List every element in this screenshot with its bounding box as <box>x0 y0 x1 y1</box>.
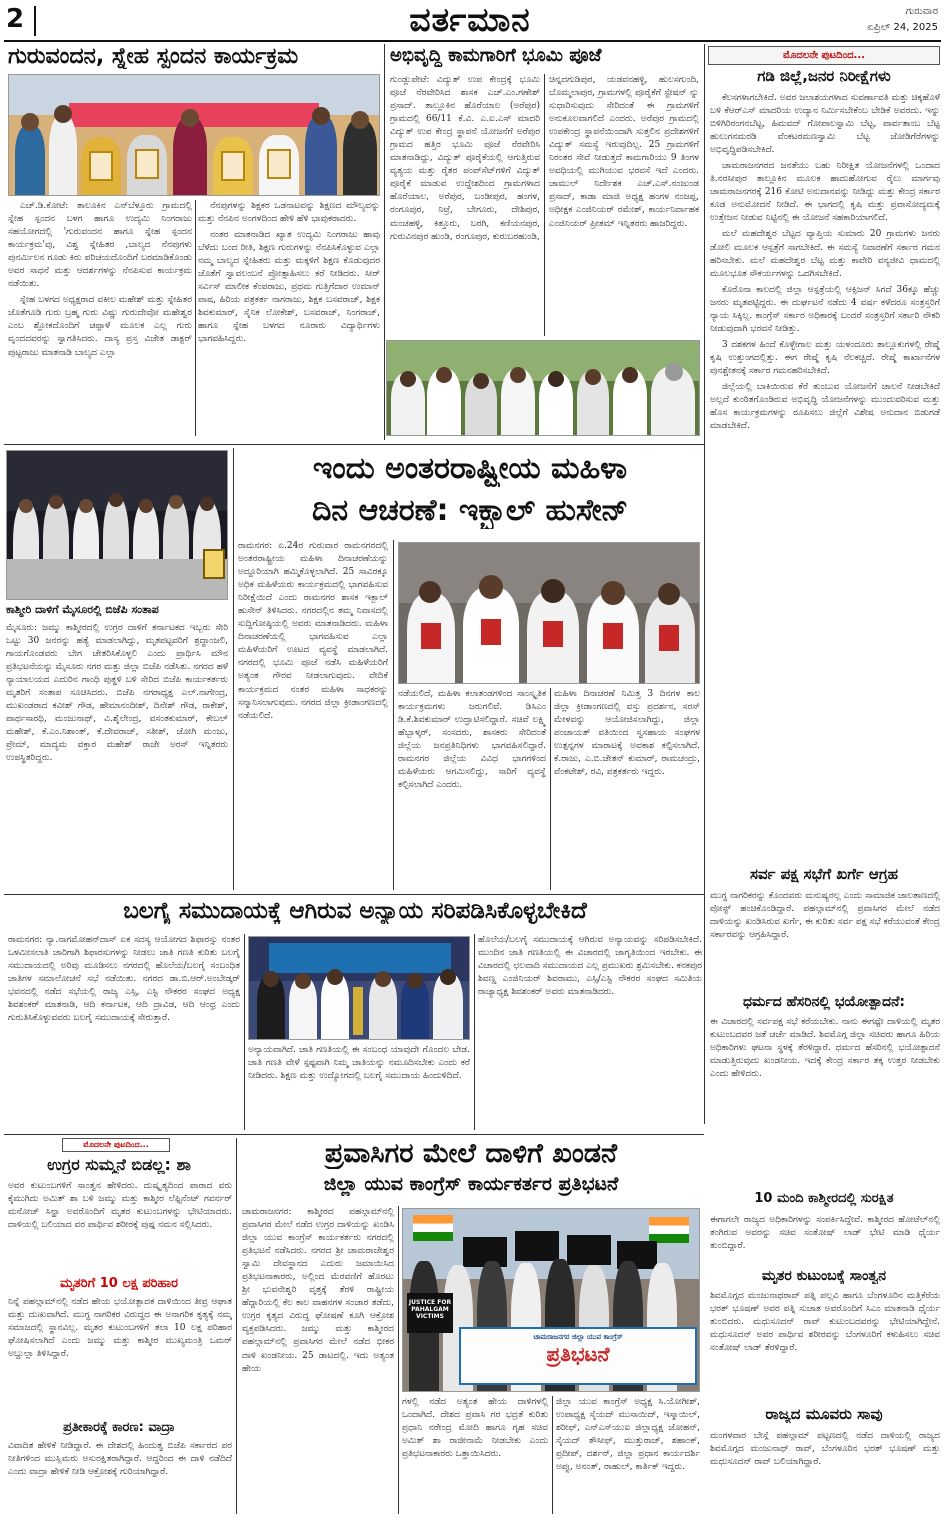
story7-col2: ಗಳಲ್ಲಿ ನಡೆದ ಅತ್ಯಂತ ಹೇಯ ದಾಳಿಗಳಲ್ಲಿ ಒಂದಾಗಿದೆ. ದೇಶದ ಪ್ರವಾಸಿ ಗರ ಭದ್ರತೆ ಕುರಿತು ಪ್ರಧಾನಿ ನರೇಂದ್ರ ಮೋದಿ ಹಾಗೂ ಗೃಹ ಸಚಿವ ಅಮಿತ್ ಶಾ ರಾಜೀನಾಮೆ ನೀಡಬೇಕು ಎಂದು ಪ್ರತಿಭಟನಾಕಾರರು ಒತ್ತಾಯಿಸಿದರು. <box>402 1397 548 1460</box>
booklet-5 <box>659 625 679 651</box>
story6-text2: ನಿನ್ನೆ ಪಹಲ್ಗಾಮ್‌ನಲ್ಲಿ ನಡೆದ ಹೇಯ ಭಯೋತ್ಪಾದಕ ದಾಳಿಯಿಂದ ತೀವ್ರ ಆಘಾತ ಮತ್ತು ದುಃಖವಾಗಿದೆ. ಮುಗ್ಧ ನಾಗರಿಕರ ವಿರುದ್ಧದ ಈ ಅನಾಗರಿಕ ಕೃತ್ಯಕ್ಕೆ ನಮ್ಮ ಸಮಾಜದಲ್ಲಿ ಸ್ಥಾನವಿಲ್ಲ. ಮೃತರ ಕುಟುಂಬಗಳಿಗೆ ತಲಾ 10 ಲಕ್ಷ ಪರಿಹಾರ ಘೋಷಿಸಲಾಗಿದೆ ಎಂದು ಜಮ್ಮು ಮತ್ತು ಕಾಶ್ಮೀರ ಮುಖ್ಯಮಂತ್ರಿ ಒಮರ್ ಅಬ್ದುಲ್ಲಾ ತಿಳಿಸಿದ್ದಾರೆ. <box>8 1297 232 1360</box>
stage-banner <box>269 943 451 973</box>
frame-4 <box>267 149 291 179</box>
story6-sub1: ಮೃತರಿಗೆ 10 ಲಕ್ಷ ಪರಿಹಾರ <box>59 1276 178 1291</box>
booklet-4 <box>603 623 623 649</box>
sidebar-s2-text: ಮುಗ್ಧ ನಾಗರಿಕರನ್ನು ಕೊಂದವರು ಮನುಷ್ಯರಲ್ಲ ಎಂದು ಸಾಮಾಜಿಕ ಜಾಲತಾಣದಲ್ಲಿ ಪೋಸ್ಟ್ ಹಂಚಿಕೊಂಡಿದ್ದಾರೆ. ಪಹಲ್ಗಾಮ್‌ನಲ್ಲಿ ಪ್ರವಾಸಿಗರ ಮೇಲೆ ನಡೆದ ದಾಳಿಯನ್ನು ಖಂಡಿಸಿರುವ ಖರ್ಗೆ, ಈ ಕುರಿತು ಸರ್ವ ಪಕ್ಷ ಸಭೆ ಕರೆಯುವಂತೆ ಕೇಂದ್ರ ಸರ್ಕಾರವನ್ನು ಆಗ್ರಹಿಸಿದ್ದಾರೆ. <box>710 891 940 941</box>
black-placard-2 <box>515 1231 559 1261</box>
story2-headline: ಅಭಿವೃದ್ಧಿ ಕಾಮಗಾರಿಗೆ ಭೂಮಿ ಪೂಜೆ <box>390 46 602 66</box>
masthead-rule <box>4 40 941 42</box>
sidebar-s1-para3: ಮಲೆ ಮಹದೇಶ್ವರ ಬೆಟ್ಟದ ವ್ಯಾಪ್ತಿಯ ಸುಮಾರು 20 ಗ್ರಾಮಗಳು ಜನರು ಡೋಲಿ ಮೂಲಕ ಆಸ್ಪತ್ರೆಗೆ ಸಾಗಬೇಕಿದೆ. ಈ ಸಮಸ್ಯೆ ನಿವಾರಣೆಗೆ ಸರ್ಕಾರ ಗಮನ ಹರಿಸಬೇಕು. ಮಲೆ ಮಹದೇಶ್ವರ ಬೆಟ್ಟ ಮತ್ತು ಕಾವೇರಿ ವನ್ಯಜೀವಿ ಧಾಮದಲ್ಲಿ ಮೂಲಭೂತ ಸೌಕರ್ಯಗಳನ್ನು ಒದಗಿಸಬೇಕಿದೆ. <box>710 229 940 279</box>
portrait-board <box>203 549 225 579</box>
band4-top-rule <box>4 1134 704 1135</box>
story1-col2-para1: ನೆನಪುಗಳನ್ನು ಶಿಕ್ಷಕರ ಒಡನಾಟವನ್ನು ಶಿಕ್ಷಣದ ಮೌಲ್ಯವನ್ನು ಮತ್ತು ನೆನಪಿನ ಅಂಗಳದಿಂದ ಹೇಳಿ ಹೆಳಿ ಭಾವುಕರಾದರು. <box>198 201 380 225</box>
story3-divider <box>233 448 234 890</box>
story1-col2 <box>198 200 380 438</box>
story4-headline-line1: ಇಂದು ಅಂತರರಾಷ್ಟ್ರೀಯ ಮಹಿಳಾ <box>312 452 628 486</box>
sidebar-s1-para5: 3 ದಶಕಗಳ ಹಿಂದೆ ಕೊಳ್ಳೇಗಾಲ ಮತ್ತು ಯಳಂದೂರು ತಾಲ್ಲೂಕುಗಳಲ್ಲಿ ರೇಷ್ಮೆ ಕೃಷಿ ಉತ್ತುಂಗದಲ್ಲಿತ್ತು. ಈಗ ರೇಷ್ಮೆ ಕೃಷಿ ನೆಲಕಚ್ಚಿದೆ. ರೇಷ್ಮೆ ಕಾರ್ಖಾನೆಗಳ ಪುನಶ್ಚೇತನಕ್ಕೆ ಸರ್ಕಾರ ಗಮನಹರಿಸಬೇಕಿದೆ. <box>710 339 940 376</box>
booklet-3 <box>543 621 563 647</box>
story6-divider <box>236 1138 237 1514</box>
story7-photo <box>402 1208 700 1392</box>
frame-2 <box>135 149 159 179</box>
protest-banner-small: ಚಾಮರಾಜನಗರ ಜಿಲ್ಲಾ ಯುವ ಕಾಂಗ್ರೆಸ್ <box>533 1333 623 1341</box>
sidebar-continued-tag: ಮೊದಲನೇ ಪುಟದಿಂದ... <box>708 46 940 65</box>
story7-col3: ಜಿಲ್ಲಾ ಯುವ ಕಾಂಗ್ರೆಸ್ ಅಧ್ಯಕ್ಷ ಸಿ.ಯೋಗೀಶ್, ಉಪಾಧ್ಯಕ್ಷ ಸೈಯದ್ ಮುಸಾಯಿದ್, ಇಸ್ಮಾಯಿಲ್, ಶರೀಫ್, ಎನ್‌ಎಸ್‌ಯುಐ ಜಿಲ್ಲಾಧ್ಯಕ್ಷ ಜೋಹನ್, ಸೈಯದ್ ತೌಸೀಫ್, ಮುತ್ತುರಾಜ್, ಶಹಾಂಕ್, ಪ್ರದೀಪ್, ದರ್ಶನ್, ಜಿಲ್ಲಾ ಪ್ರಧಾನ ಕಾರ್ಯದರ್ಶಿ ಅಪ್ಪು, ಅನಂತ್, ರಾಹುಲ್, ಕಾರ್ತಿಕ್ ಇದ್ದರು. <box>556 1397 700 1473</box>
story5-col-divider-2 <box>474 934 475 1130</box>
story2-col2: ಚಿನ್ನದಗುಡಿಪುರ, ಯಡವನಹಳ್ಳಿ, ಹುಲಸಗುಂದಿ, ಬೊಮ್ಮಲಾಪುರ, ಗ್ರಾಮಗಳಲ್ಲಿ ಪೂರೈಕೆಗೆ ಸ್ಟೇಷನ್ ನ್ನು ಸುಧಾರಿಸುವುದು ಸೇರಿದಂತೆ ಈ ಗ್ರಾಮಗಳಿಗೆ ಅನುಕೂಲವಾಗಲಿದೆ ಎಂದರು. ಅರೆಪುರ ಗ್ರಾಮದಲ್ಲಿ ಉಪಕೇಂದ್ರ ಸ್ಥಾಪನೆಯಿಂದಾಗಿ ಸುತ್ತಲಿನ ಪ್ರದೇಶಗಳಿಗೆ ವಿದ್ಯುತ್ ಸಮಸ್ಯೆ ಇರುವುದಿಲ್ಲ. 25 ಗ್ರಾಮಗಳಿಗೆ ನಿರಂತರ ಸೇವೆ ನೀಡುತ್ತದೆ ಕಾಮಗಾರಿಯು 9 ತಿಂಗಳ ಅವಧಿಯಲ್ಲಿ ಮುಗಿಯುವ ಭರವಸೆ ಇದೆ ಎಂದರು. ಚಾಮುಲ್ ನಿರ್ದೇಶಕ ಎಚ್.ಎಸ್.ನಂಜುಂಡ ಪ್ರಸಾದ್, ಕಾಡಾ ಮಾಜಿ ಅಧ್ಯಕ್ಷ ಹಂಗಳ ನಂಜಪ್ಪ, ಅಧೀಕ್ಷಕ ಎಂಜಿನಿಯರ್ ರಮೇಶ್, ಕಾರ್ಯನಿರ್ವಾಹಕ ಎಂಜಿನಿಯರ್ ಪ್ರೀತಮ್ ಇನ್ನಿತರರು ಹಾಜರಿದ್ದರು. <box>549 75 699 229</box>
lamp <box>353 987 363 1035</box>
flag-left <box>413 1215 453 1241</box>
story5-col3: ಹೊಲೆಯ/ಬಲಗೈ ಸಮುದಾಯಕ್ಕೆ ಆಗಿರುವ ಅನ್ಯಾಯವನ್ನು ಸರಿಪಡಿಸಬೇಕಿದೆ. ಮುಂದಿನ ಜಾತಿ ಗಣತಿಯಲ್ಲಿ ಈ ವಿಚಾರದಲ್ಲಿ ಜಾಗೃತಿಯಿಂದ ಇರಬೇಕು. ಈ ವಿಚಾರದಲ್ಲಿ ಛಲವಾದಿ ಸಮುದಾಯದ ಎಲ್ಲ ಪ್ರಮುಖರು ಶ್ರಮಿಸಬೇಕು. ಕನಕಪುರ ಶಿವಣ್ಣ ಎಂಜಿನಿಯರ್ ಶಿವರಾಮು, ಎಸ್ಸಿ/ಎಸ್ಟಿ ನೌಕರರ ಸಂಘದ ಸಮಿತಿಯ ರಾಜ್ಯಾಧ್ಯಕ್ಷ ಶಿವಶಂಕರ್ ಅವರು ಮಾತನಾಡಿದರು. <box>478 935 702 998</box>
story7-col1: ಚಾಮರಾಜನಗರ: ಕಾಶ್ಮೀರದ ಪಹಲ್ಗಾಮ್‌ನಲ್ಲಿ ಪ್ರವಾಸಿಗರ ಮೇಲೆ ನಡೆದ ಉಗ್ರರ ದಾಳಿಯನ್ನು ಖಂಡಿಸಿ ಜಿಲ್ಲಾ ಯುವ ಕಾಂಗ್ರೆಸ್ ಕಾರ್ಯಕರ್ತರು ನಗರದಲ್ಲಿ ಪ್ರತಿಭಟನೆ ನಡೆಸಿದರು. ನಗರದ ಶ್ರೀ ಚಾಮರಾಜೇಶ್ವರ ಸ್ವಾಮಿ ದೇವಸ್ಥಾನದ ಎದುರು ಜಮಾಯಿಸಿದ ಪ್ರತಿಭಟನಾಕಾರರು, ಅಲ್ಲಿಂದ ಮೆರವಣಿಗೆ ಹೊರಟು ಶ್ರೀ ಭುವನೇಶ್ವರಿ ವೃತ್ತಕ್ಕೆ ತೆರಳಿ ರಾಷ್ಟ್ರೀಯ ಹೆದ್ದಾರಿಯಲ್ಲಿ ಕೆಲ ಕಾಲ ವಾಹನಗಳ ಸಂಚಾರ ತಡೆದು, ಉಗ್ರರ ಕೃತ್ಯದ ವಿರುದ್ಧ ಘೋಷಣೆ ಕೂಗಿ ಆಕ್ರೋಶ ವ್ಯಕ್ತಪಡಿಸಿದರು. ಜಮ್ಮು ಮತ್ತು ಕಾಶ್ಮೀರದ ಪಹಲ್ಗಾಮ್‌ನಲ್ಲಿ ಪ್ರವಾಸಿಗರ ಮೇಲೆ ನಡೆದ ಭೀಕರ ದಾಳಿ ಖಂಡನೀಯ. 25 ಡಾಟದಲ್ಲಿ. ಇದು ಅತ್ಯಂತ ಹೇಯ <box>242 1207 394 1374</box>
story6-sub2: ಪ್ರತೀಕಾರಕ್ಕೆ ಕಾರಣ: ವಾದ್ರಾ <box>63 1420 175 1435</box>
masthead-title: ವರ್ತಮಾನ <box>409 0 531 39</box>
sidebar-s5-headline: ಮೃತರ ಕುಟುಂಬಕ್ಕೆ ಸಾಂತ್ವನ <box>761 1268 887 1284</box>
story3-text: ಮೈಸೂರು: ಜಮ್ಮು ಕಾಶ್ಮೀರದಲ್ಲಿ ಉಗ್ರರ ದಾಳಿಗೆ ಕರ್ನಾಟಕದ ಇಬ್ಬರು ಸೇರಿ ಒಟ್ಟು 30 ಜನರನ್ನು ಹತ್ಯೆ ಮಾಡಲಾಗಿದ್ದು, ಮೃತಪಟ್ಟವರಿಗೆ ಶ್ರದ್ಧಾಂಜಲಿ, ಗಾಯಗೊಂಡವರು ಬೇಗ ಚೇತರಿಸಿಕೊಳ್ಳಲಿ ಎಂದು ಪ್ರಾರ್ಥಿಸಿ ಮೌನ ಪ್ರತಿಭಟನೆಯನ್ನು ಮೈಸೂರು ನಗರ ಮತ್ತು ಜಿಲ್ಲಾ ಬಿಜೆಪಿ ನಡೆಸಿತು. ನಗರದ ಹಳೆ ನ್ಯಾಯಾಲಯದ ಎದುರಿನ ಗಾಂಧಿ ಪುತ್ಥಳಿ ಬಳಿ ಸೇರಿದ ಬಿಜೆಪಿ ಕಾರ್ಯಕರ್ತರು ಮೃತರಿಗೆ ಸಂತಾಪ ಸೂಚಿಸಿದರು. ಬಿಜೆಪಿ ನಗರಾಧ್ಯಕ್ಷ ಎಲ್.ನಾಗೇಂದ್ರ, ಮುಖಂಡರಾದ ಕವೀಶ್ ಗೌಡ, ಹೇಮಾನಂದೀಶ್, ದಿನೇಶ್ ಗೌಡ, ರಾಕೇಶ್, ಪಾರ್ಥಸಾರಥಿ, ಮಂಜುನಾಥ್, ವಿ.ಶೈಲೇಂದ್ರ, ವಸಂತಕುಮಾರ್, ಕೇಬಲ್ ಮಹೇಶ್, ಕೆ.ಎಂ.ನಿಶಾಂತ್, ಕೆ.ದೇವರಾಜ್, ಸತೀಶ್, ಜೋಗಿ ಮಂಜು, ಪ್ರೇಮ್, ಮಾದ್ಯಮ ವಕ್ತಾರ ಮಹೇಶ್ ರಾಜೇ ಅರಸ್ ಇನ್ನಿತರರು ಉಪಸ್ಥಿತರಿದ್ದರು. <box>6 623 228 764</box>
story1-col1 <box>8 200 192 438</box>
story6-text3: ವಿವಾದಿತ ಹೇಳಿಕೆ ನೀಡಿದ್ದಾರೆ. ಈ ದೇಶದಲ್ಲಿ ಹಿಂದುತ್ವ ಬಿಜೆಪಿ ಸರ್ಕಾರದ ಪರ ನೀತಿಗಳಿಂದ ಮುಸ್ಲಿಮರು ಅಸುರಕ್ಷಿತರಾಗಿದ್ದಾರೆ. ಆದ್ದರಿಂದ ಈ ದಾಳಿ ನಡೆದಿದೆ ಎಂದು ವಾದ್ರಾ ಹೇಳಿಕೆ ನೀಡಿ ಆಕ್ರೋಶಕ್ಕೆ ಗುರಿಯಾಗಿದ್ದಾರೆ. <box>8 1441 232 1478</box>
frame-3 <box>221 151 245 181</box>
story5-col2: ಅನ್ಯಾಯವಾಗಿದೆ. ಜಾತಿ ಗಣತಿಯಲ್ಲಿ ಈ ಸಂಬಂಧ ಯಾವುದೇ ಗೊಂದಲ ಬೇಡ. ಜಾತಿ ಗಣತಿ ವೇಳೆ ಸ್ಪಷ್ಟವಾಗಿ ನಿಮ್ಮ ಜಾತಿಯನ್ನು ನಮೂದಿಸಬೇಕು ಎಂದು ಕರೆ ನೀಡಿದರು. ಶಿಕ್ಷಣ ಮತ್ತು ಉದ್ಯೋಗದಲ್ಲಿ ಬಲಗೈ ಸಮುದಾಯ ಹಿಂದುಳಿದಿದೆ. <box>248 1045 470 1082</box>
story4-col1: ರಾಮನಗರ: ಏ.24ರ ಗುರುವಾರ ರಾಮನಗರದಲ್ಲಿ ಅಂತರರಾಷ್ಟ್ರೀಯ ಮಹಿಳಾ ದಿನಾಚರಣೆಯನ್ನು ಅದ್ದೂರಿಯಾಗಿ ಹಮ್ಮಿಕೊಳ್ಳಲಾಗಿದೆ. 25 ಸಾವಿರಕ್ಕೂ ಅಧಿಕ ಮಹಿಳೆಯರು ಕಾರ್ಯಕ್ರಮದಲ್ಲಿ ಭಾಗವಹಿಸುವ ನಿರೀಕ್ಷೆಯಿದೆ ಎಂದು ರಾಮನಗರ ಶಾಸಕ ಇಕ್ಬಾಲ್ ಹುಸೇನ್ ತಿಳಿಸಿದರು. ನಗರದಲ್ಲಿನ ತಮ್ಮ ನಿವಾಸದಲ್ಲಿ ಸುದ್ದಿಗೋಷ್ಠಿಯಲ್ಲಿ ಅವರು ಮಾತನಾಡಿದರು. ಮಹಿಳಾ ದಿನಾಚರಣೆಯಲ್ಲಿ ಭಾಗವಹಿಸುವ ಎಲ್ಲಾ ಮಹಿಳೆಯರಿಗೆ ಊಟದ ವ್ಯವಸ್ಥೆ ಮಾಡಲಾಗಿದೆ. ನಗರದಲ್ಲಿ ಭೂಮಿ ಪೂಜೆ ನಡೆಸಿ ಮಹಿಳೆಯರಿಗೆ ಅತ್ಯಂತ ಗೌರವ ನೀಡಲಾಗುವುದು. ವೇದಿಕೆ ಕಾರ್ಯಕ್ರಮದ ನಂತರ ಮಹಿಳಾ ಸಾಧಕರನ್ನು ಸನ್ಮಾನಿಸಲಾಗುವುದು. ನಗರದ ಜಿಲ್ಲಾ ಕ್ರೀಡಾಂಗಣದಲ್ಲಿ ನಡೆಯಲಿದೆ. <box>238 541 388 721</box>
sidebar-s1-text <box>710 92 940 862</box>
story3-caption: ಕಾಶ್ಮೀರಿ ದಾಳಿಗೆ ಮೈಸೂರಲ್ಲಿ ಬಿಜೆಪಿ ಸಂತಾಪ <box>6 604 159 616</box>
flag-right <box>649 1217 689 1243</box>
story5-photo <box>248 936 470 1040</box>
justice-placard <box>407 1293 453 1333</box>
sidebar-s6-headline: ರಾಜ್ಯದ ಮೂವರು ಸಾವು <box>765 1406 883 1423</box>
story1-col-divider <box>195 200 196 436</box>
story1-photo <box>8 74 380 196</box>
band3-top-rule <box>4 894 704 895</box>
sidebar-s4-text: ಈಗಾಗಲೇ ರಾಜ್ಯದ ಅಧಿಕಾರಿಗಳನ್ನು ಸಂಪರ್ಕಿಸಿದ್ದೇವೆ. ಕಾಶ್ಮೀರದ ಹೋಟೆಲ್‌ನಲ್ಲಿ ತಂಗಿರುವ ಅವರನ್ನು ಸಚಿವ ಸಂತೋಷ್ ಲಾಡ್ ಭೇಟಿ ಮಾಡಿ ಧೈರ್ಯ ತುಂಬಿದ್ದಾರೆ. <box>710 1215 940 1252</box>
story1-col1-para1: ಎಚ್.ಡಿ.ಕೋಟೆ: ತಾಲೂಕಿನ ಎನ್‌ಬೆಳ್ತೂರು ಗ್ರಾಮದಲ್ಲಿ ಸ್ನೇಹ ಸ್ಪಂದನ ಬಳಗ ಹಾಗೂ ಉದ್ಯಮಿ ನಿಂಗರಾಜು ಸಹಯೋಗದಲ್ಲಿ 'ಗುರುವಂದನ ಹಾಗೂ ಸ್ನೇಹ ಸ್ಪಂದನ ಕಾರ್ಯಕ್ರಮ'ವು, ವಿಶ್ವ ಸ್ನೇಹಿತರ ,ಬಾಲ್ಯದ ನೆನಪುಗಳು ಪುನರ್ಮಿಲನ ಗೂಡು ಕಿರು ಪರಿಚಯದೊಂದಿಗೆ ಬರಮಾಡಿಕೊಂಡು ಅವರ ಸಾಧನೆ ಮತ್ತು ಆದರ್ಶಗಳನ್ನು ನೆನಪಿಸುವ ಕಾರ್ಯಕ್ರಮ ನಡೆಯಿತು. <box>8 201 192 290</box>
story2-photo <box>386 340 700 436</box>
booklet-1 <box>421 623 441 649</box>
story5-col-divider <box>244 934 245 1130</box>
front-row <box>7 559 227 599</box>
story6-headline: ಉಗ್ರರ ಸುಮ್ಮನೆ ಬಿಡಲ್ಲ: ಶಾ <box>47 1156 191 1174</box>
sidebar-s1-para6: ಜಿಲ್ಲೆಯಲ್ಲಿ ಬಾಕಿಯಿರುವ ಕೆರೆ ತುಂಬುವ ಯೋಜನೆಗೆ ಚಾಲನೆ ನೀಡಬೇಕಿದೆ ಅಲ್ಲದೆ ಕುಂಠಿತಗೊಂಡಿರುವ ಅಭಿವೃದ್ಧಿ ಯೋಜನೆಗಳನ್ನು ಮುಂದುವರಿಸುವ ಮತ್ತು ಹೊಸ ಕಾರ್ಯಕ್ರಮಗಳನ್ನು ರೂಪಿಸಲು ಜಿಲ್ಲೆಗೆ ವಿಶೇಷ ಅನುದಾನ ಬಿಡುಗಡೆ ಮಾಡಬೇಕಿದೆ. <box>710 381 940 432</box>
sidebar-s4-headline: 10 ಮಂದಿ ಕಾಶ್ಮೀರದಲ್ಲಿ ಸುರಕ್ಷಿತ <box>754 1192 894 1206</box>
story2-col1: ಗುಂಡ್ಲುಪೇಟೆ: ವಿದ್ಯುತ್ ಉಪ ಕೇಂದ್ರಕ್ಕೆ ಭೂಮಿ ಪೂಜೆ ನೆರವೇರಿಸಿದ ಶಾಸಕ ಎಚ್.ಎಂ.ಗಣೇಶ್ ಪ್ರಸಾದ್. ತಾಲ್ಲೂಕಿನ ಹೊರೆಯಾಲ (ಅರೆಪುರ) ಗ್ರಾಮದಲ್ಲಿ 66/11 ಕೆ.ವಿ. ಎ.ಐ.ಎಸ್ ಮಾದರಿ ವಿದ್ಯುತ್ ಉಪ ಕೇಂದ್ರ ಸ್ಥಾಪನೆ ಯೋಜನೆಗೆ ಅರೆಪುರ ಗ್ರಾಮದ ಹತ್ತಿರ ಭೂಮಿ ಪೂಜೆ ನೆರವೇರಿಸಿ ಮಾತನಾಡಿದ್ದು, ವಿದ್ಯುತ್ ಪೂರೈಕೆಯಲ್ಲಿ ಆಗುತ್ತಿರುವ ವ್ಯತ್ಯಯ ಮತ್ತು ರೈತರ ಪಂಪ್‌ಸೆಟ್‌ಗಳಿಗೆ ವಿದ್ಯುತ್ ಪೂರೈಕೆ ಮಾಡುವ ಉದ್ದೇಶದಿಂದ ಗ್ರಾಮಗಳಾದ ಹೊರೆಯಾಲ, ಅರೆಪುರ, ಬಂಡೀಪುರ, ಹಂಗಳ, ರಂಗೂಪುರ, ನಿಟ್ರೆ, ಬೇಗೂರು, ದೇಶಿಪುರ, ಮಂಚಹಳ್ಳಿ, ಕಿತ್ತೂರು, ಬರಗಿ, ಕಣಿಯನಪುರ, ಗುರುವಿನಪುರ ಹುಂಡಿ, ರಂಗೂಪುರ, ಕುರುಬರಹುಂಡಿ, <box>390 75 540 242</box>
frame-1 <box>89 151 113 181</box>
sidebar-s1-para2: ಚಾಮರಾಜನಗರದ ಜನತೆಯು ಬಹು ನಿರೀಕ್ಷಿತ ಯೋಜನೆಗಳಲ್ಲಿ ಒಂದಾದ ತಿ.ನರಸೀಪುರ ತಾಲ್ಲೂಕಿನ ಮೂಲಕ ಹಾದುಹೋಗುವ ರೈಲು ಮಾರ್ಗವು ಚಾಮರಾಜನಗರಕ್ಕೆ 216 ಕೋಟಿ ಅನುದಾನವನ್ನು ನೀಡಿದ್ದು ಮತ್ತು ಕೇಂದ್ರ ಸರ್ಕಾರ ಕೂಡ ಅನುಮೋದನೆ ನೀಡಿದೆ. ಈ ಭಾಗದಲ್ಲಿ ಕೃಷಿ ಮತ್ತು ಪ್ರವಾಸೋದ್ಯಮಕ್ಕೆ ಉತ್ತೇಜನ ನೀಡುವ ನಿಟ್ಟಿನಲ್ಲಿ ಈ ಯೋಜನೆ ಸಹಕಾರಿಯಾಗಲಿದೆ. <box>710 161 940 224</box>
sidebar-s3-text: ಈ ವಿಚಾರದಲ್ಲಿ ಸರ್ವಪಕ್ಷ ಸಭೆ ಕರೆಯಬೇಕು. ನಾನು ಈಗಷ್ಟೇ ದಾಳಿಯಲ್ಲಿ ಮೃತರ ಕುಟುಂಬದವರ ಜತೆ ಚರ್ಚೆ ಮಾಡಿದೆ. ಶಿವಮೊಗ್ಗ ಜಿಲ್ಲಾ ಸಚಿವರು ಹಾಗೂ ಹಿರಿಯ ಅಧಿಕಾರಿಗಳು ಘಟನಾ ಸ್ಥಳಕ್ಕೆ ತೆರಳಿದ್ದಾರೆ. ಧರ್ಮದ ಹೆಸರಿನಲ್ಲಿ ಭಯೋತ್ಪಾದನೆ ಮಾಡುತ್ತಿರುವುದು ಖಂಡನೀಯ. ಇದಕ್ಕೆ ಕೇಂದ್ರ ಸರ್ಕಾರ ತಕ್ಕ ಉತ್ತರ ನೀಡಬೇಕು ಎಂದು ಹೇಳಿದರು. <box>710 1017 940 1080</box>
band2-top-rule <box>4 444 704 445</box>
protest-banner <box>459 1327 697 1385</box>
story4-photo <box>398 542 700 684</box>
story7-headline-line1: ಪ್ರವಾಸಿಗರ ಮೇಲೆ ದಾಳಿಗೆ ಖಂಡನೆ <box>324 1138 618 1169</box>
masthead-date: ಏಪ್ರಿಲ್ 24, 2025 <box>867 22 938 33</box>
story4-col-divider-2 <box>550 688 551 890</box>
story4-col-divider <box>393 540 394 890</box>
story2-col-divider <box>544 74 545 336</box>
story1-col2-para2: ನಂತರ ಮಾತನಾಡಿದ ಖ್ಯಾತ ಉದ್ಯಮಿ ನಿಂಗರಾಜು ಹಾವು ಬೆಳೆದು ಬಂದ ರೀತಿ, ಶಿಕ್ಷಣ ಗುರುಗಳನ್ನು ನೆನಪಿಸಿಕೊಳ್ಳುವ ಎಲ್ಲಾ ನಮ್ಮ ಬಾಲ್ಯದ ಸ್ನೇಹಿತರು ಮತ್ತು ಮಕ್ಕಳಿಗೆ ಶಿಕ್ಷಣ ಕೊಡುವುದರ ಜೊತೆಗೆ ಸ್ವಾವಲಂಬನೆ ಪ್ರೋತ್ಸಾಹಿಸಲು ಕರೆ ನೀಡಿದರು. ಸೀರ್ ಸರ್ವಿಸ್ ಮಾಲೀಕ ಕೆಂಪರಾಜು, ಪ್ರಥಮ ಗುತ್ತಿಗೆದಾರ ಉಮಾನ್ ಪಾಷ, ಹಿರಿಯ ಪತ್ರಕರ್ತ ನಾಗರಾಜು, ಶಿಕ್ಷಕ ಬಸವರಾಜ್, ಶಿಕ್ಷಕ ಶಿವಕುಮಾರ್, ಸೈನಿಕ ಲೋಕೇಶ್, ಬಸವರಾಜ್, ನಿಂಗರಾಜ್, ಹಾಗೂ ಸ್ನೇಹ ಬಳಗದ ನೂರಾರು ವಿದ್ಯಾರ್ಥಿಗಳು ಭಾಗವಹಿಸಿದ್ದರು. <box>198 230 380 345</box>
page-number-rule <box>34 6 36 36</box>
story7-headline-line2: ಜಿಲ್ಲಾ ಯುವ ಕಾಂಗ್ರೆಸ್ ಕಾರ್ಯಕರ್ತರ ಪ್ರತಿಭಟನೆ <box>323 1174 619 1195</box>
sidebar-s1-para1: ಕೆಲಸಗಳಾಗಬೇಕಿದೆ. ಅವರ ಜಲಾಶಯಗಳಾದ ಸುವರ್ಣಾವತಿ ಮತ್ತು ಚಿಕ್ಕಹೊಳೆ ಬಳಿ ಕೆಆರ್‌ಎಸ್ ಮಾದರಿಯ ಉದ್ಯಾನ ನಿರ್ಮಿಸಬೇಕೆಂಬ ಬೇಡಿಕೆ ಅವರದು. ಇನ್ನು ಬಿಳಿಗಿರಿರಂಗನಬೆಟ್ಟ, ಹಿಮವದ್ ಗೋಪಾಲಸ್ವಾಮಿ ಬೆಟ್ಟ, ಪಾರ್ವತಾಂಬ ಬೆಟ್ಟ ಹುಲುಗನಮರಡಿ ವೆಂಕಟರಮಣಸ್ವಾಮಿ ಬೆಟ್ಟ ಜೋಡಿಗೆರೆಗಳನ್ನು ಅಭಿವೃದ್ಧಿಪಡಿಸಬೇಕಿದೆ. <box>710 93 940 156</box>
protest-banner-big: ಪ್ರತಿಭಟನೆ <box>546 1342 610 1366</box>
story7-col-divider <box>398 1206 399 1514</box>
story4-col3: ಮಹಿಳಾ ದಿನಾಚರಣೆ ನಿಮಿತ್ತ 3 ದಿನಗಳ ಕಾಲ ಜಿಲ್ಲಾ ಕ್ರೀಡಾಂಗಣದಲ್ಲಿ ವಸ್ತು ಪ್ರದರ್ಶನ, ಸರಸ್ ಮೇಳವನ್ನು ಆಯೋಜಿಸಲಾಗಿದ್ದು, ಜಿಲ್ಲಾ ಪಂಚಾಯತ್ ವತಿಯಿಂದ ಸ್ವಸಹಾಯ ಸಂಘಗಳ ಉತ್ಪನ್ನಗಳ ಮಾರಾಟಕ್ಕೆ ಅವಕಾಶ ಕಲ್ಪಿಸಲಾಗಿದೆ. ಕೆ.ರಾಜು, ಎ.ಬಿ.ಚೇತನ್ ಕುಮಾರ್, ರಾಮಚಂದ್ರು, ವೆಂಕಟೇಶ್, ರವಿ, ಪತ್ರಕರ್ತರು ಇದ್ದರು. <box>554 689 700 778</box>
story4-col2: ನಡೆಯಲಿದೆ, ಮಹಿಳಾ ಕಲಾತಂಡಗಳಿಂದ ಸಾಂಸ್ಕೃತಿಕ ಕಾರ್ಯಕ್ರಮಗಳು ಜರುಗಲಿವೆ. ಡಿಸಿಎಂ ಡಿ.ಕೆ.ಶಿವಕುಮಾರ್ ಉದ್ಘಾಟಿಸಲಿದ್ದಾರೆ. ಸಚಿವೆ ಲಕ್ಷ್ಮಿ ಹೆಬ್ಬಾಳ್ಕರ್, ಸಂಸದರು, ಶಾಸಕರು ಸೇರಿದಂತೆ ಜಿಲ್ಲೆಯ ಜನಪ್ರತಿನಿಧಿಗಳು ಭಾಗವಹಿಸಲಿದ್ದಾರೆ. ರಾಮನಗರ ಜಿಲ್ಲೆಯ ವಿವಿಧ ಭಾಗಗಳಿಂದ ಮಹಿಳೆಯರು ಆಗಮಿಸಲಿದ್ದು, ಸಾರಿಗೆ ವ್ಯವಸ್ಥೆ ಕಲ್ಪಿಸಲಾಗಿದೆ ಎಂದರು. <box>398 689 546 791</box>
masthead-day: ಗುರುವಾರ <box>905 6 938 17</box>
story7-col-divider-2 <box>552 1396 553 1514</box>
story6-continued-tag: ಮೊದಲನೇ ಪುಟದಿಂದ... <box>62 1138 170 1152</box>
story3-photo <box>6 450 228 600</box>
story5-col1: ರಾಮನಗರ: ನ್ಯಾ.ನಾಗಮೋಹನ್‌ದಾಸ್ ಏಕ ಸದಸ್ಯ ಆಯೋಗದ ಶಿಫಾರಸ್ಸು ನಂತರ ಒಳಮೀಸಲಾತಿ ಜಾರಿಗಾಗಿ ಶಿಫಾರಸುಗಳನ್ನು ನೀಡಲು ಜಾತಿ ಗಣತಿ ಕುರಿತು ಬಲಗೈ ಸಮುದಾಯದಲ್ಲಿ ಅರಿವು ಮೂಡಿಸಲು ನಗರದಲ್ಲಿ ಹೊಲೆಯ/ಬಲಗೈ ಸಂಬಂಧಿತ ಜಾತಿಗಳ ಸಮಾಲೋಚನೆ ಸಭೆ ನಡೆಯಿತು. ನಗರದ ಡಾ.ಬಿ.ಆರ್.ಅಂಬೇಡ್ಕರ್ ಭವನದಲ್ಲಿ ನಡೆದ ಸಭೆಯಲ್ಲಿ ರಾಜ್ಯ ಎಸ್ಸಿ, ಎಸ್ಟಿ ನೌಕರರ ಸಂಘದ ಅಧ್ಯಕ್ಷ ಶಿವಶಂಕರ್ ಮಾತನಾಡಿ, ಆದಿ ಕರ್ನಾಟಕ, ಆದಿ ದ್ರಾವಿಡ, ಆದಿ ಆಂಧ್ರ ಎಂದು ಗುರುತಿಸಿಕೊಳ್ಳುವವರು ಬಲಗೈ ಸಮುದಾಯಕ್ಕೆ ಸೇರುತ್ತಾರೆ. <box>8 935 240 1024</box>
sidebar-s1-headline: ಗಡಿ ಜಿಲ್ಲೆ,ಜನರ ನಿರೀಕ್ಷೆಗಳು <box>757 68 891 85</box>
page-number: 2 <box>6 4 25 34</box>
story5-headline: ಬಲಗೈ ಸಮುದಾಯಕ್ಕೆ ಆಗಿರುವ ಅನ್ಯಾಯ ಸರಿಪಡಿಸಿಕೊಳ್ಳಬೇಕಿದೆ <box>123 898 587 924</box>
booklet-2 <box>481 619 501 645</box>
sidebar-s5-text: ಶಿವಮೊಗ್ಗದ ಮಂಜುನಾಥರಾವ್ ಪತ್ನಿ ಪಲ್ಲವಿ ಹಾಗೂ ಬೆಂಗಳೂರಿನ ಮತ್ತಿಕೆರೆಯ ಭರತ್ ಭೂಷಣ್ ಅವರ ಪತ್ನಿ ಸುಜಾತ ಅವರೊಂದಿಗೆ ಸಿಎಂ ಮಾತನಾಡಿ ಧೈರ್ಯ ತುಂಬಿದರು. ಮಧುಸೂದನ್ ರಾವ್ ಕುಟುಂಬದವರನ್ನು ಭೇಟಿಯಾಗಿದ್ದೇನೆ. ಮಧುಸೂದನ್ ಅವರ ಪಾರ್ಥಿವ ಶರೀರವನ್ನು ಬೆಂಗಳೂರಿಗೆ ಕಳುಹಿಸಲು ಸಚಿವ ಸಂತೋಷ್ ಲಾಡ್ ತೆರಳಿದ್ದಾರೆ. <box>710 1291 940 1354</box>
story1-col1-para2: ಸ್ನೇಹ ಬಳಗದ ಅಧ್ಯಕ್ಷರಾದ ವಕೀಲ ಮಹೇಶ್ ಮತ್ತು ಸ್ನೇಹಿತರ ಜೊತೆಗೂಡಿ ಗುರು ಬ್ರಹ್ಮ ಗುರು ವಿಷ್ಣು ಗುರುದೇವೋ ಮಹೇಶ್ವರ ಎಂಬ ಶ್ಲೋಕದೊಂದಿಗೆ ಚಪ್ಪಾಳೆ ಮೂಲಕ ಎಲ್ಲ ಗುರು ವೃಂದದವರನ್ನು ಸ್ವಾಗತಿಸಿದರು. ದಾಸ್ಯ ಪ್ರಸ್ತ ವಿಜೇತ ಡಾಕ್ಟರ್ ಪುಟ್ಟರಾಜು ಮಾತನಾಡಿ ಬಾಲ್ಯದ ಎಲ್ಲಾ <box>8 295 192 358</box>
sidebar-s2-headline: ಸರ್ವ ಪಕ್ಷ ಸಭೆಗೆ ಖರ್ಗೆ ಆಗ್ರಹ <box>750 866 898 883</box>
story6-text1: ಅವರ ಕುಟುಂಬಗಳಿಗೆ ಸಾಂತ್ವನ ಹೇಳಿದರು. ದುಷ್ಕೃತ್ಯದಿಂದ ಪಾರಾದ ವರು ಕೈಮುಗಿದು ಅಮಿತ್ ಶಾ ಬಳಿ ಜಮ್ಮು ಮತ್ತು ಕಾಶ್ಮೀರ ಲೆಫ್ಟಿನೆಂಟ್ ಗವರ್ನರ್ ಮನೋಜ್ ಸಿನ್ಹಾ ಅವರೊಂದಿಗೆ ಮೃತರ ಕುಟುಂಬಗಳನ್ನು ಭೇಟಿಯಾದರು. ದಾಳಿಯಲ್ಲಿ ಬಲಿಯಾದ ವರ ಪಾರ್ಥಿವ ಶರೀರಕ್ಕೆ ಪುಷ್ಪ ನಮನ ಸಲ್ಲಿಸಿದರು. <box>8 1181 232 1231</box>
sidebar-s1-para4: ಕೊರೊನಾ ಕಾಲದಲ್ಲಿ ಜಿಲ್ಲಾ ಆಸ್ಪತ್ರೆಯಲ್ಲಿ ಆಕ್ಸಿಜನ್ ಸಿಗದೆ 36ಕ್ಕೂ ಹೆಚ್ಚು ಜನರು ಮೃತಪಟ್ಟಿದ್ದರು. ಈ ದುರ್ಘಟನೆ ನಡೆದು 4 ವರ್ಷ ಕಳೆದರೂ ಸಂತ್ರಸ್ತರಿಗೆ ನ್ಯಾಯ ಸಿಕ್ಕಿಲ್ಲ. ಕಾಂಗ್ರೆಸ್ ಸರ್ಕಾರ ಅಧಿಕಾರಕ್ಕೆ ಬಂದರೆ ಸಂತ್ರಸ್ತರಿಗೆ ಸರ್ಕಾರಿ ನೌಕರಿ ನೀಡುವುದಾಗಿ ಭರವಸೆ ನೀಡಿತ್ತು. <box>710 284 940 334</box>
sidebar-s6-text: ಮಂಗಳವಾರ ಬೇಸ್ಗೆ ಪಹಲ್ಗಾಮ್ ಪಟ್ಟಣದಲ್ಲಿ ನಡೆದ ದಾಳಿಯಲ್ಲಿ ರಾಜ್ಯದ ಶಿವಮೊಗ್ಗದ ಮಂಜುನಾಥ್ ರಾವ್, ಬೆಂಗಳೂರಿನ ಭರತ್ ಭೂಷಣ್ ಮತ್ತು ಮಧುಸೂದನ್ ರಾವ್ ಬಲಿಯಾಗಿದ್ದಾರೆ. <box>710 1431 940 1468</box>
black-placard-3 <box>567 1235 611 1265</box>
story4-headline-line2: ದಿನ ಆಚರಣೆ: ಇಕ್ಬಾಲ್ ಹುಸೇನ್ <box>311 494 629 528</box>
story1-headline: ಗುರುವಂದನ, ಸ್ನೇಹ ಸ್ಪಂದನ ಕಾರ್ಯಕ್ರಮ <box>8 44 299 69</box>
divider-left-center <box>384 44 385 440</box>
divider-center-right <box>704 44 705 1124</box>
sidebar-s3-headline: ಧರ್ಮದ ಹೆಸರಿನಲ್ಲಿ ಭಯೋತ್ಪಾದನೆ: <box>742 994 906 1010</box>
justice-placard-text: JUSTICE FOR PAHALGAM VICTIMS <box>408 1299 452 1321</box>
